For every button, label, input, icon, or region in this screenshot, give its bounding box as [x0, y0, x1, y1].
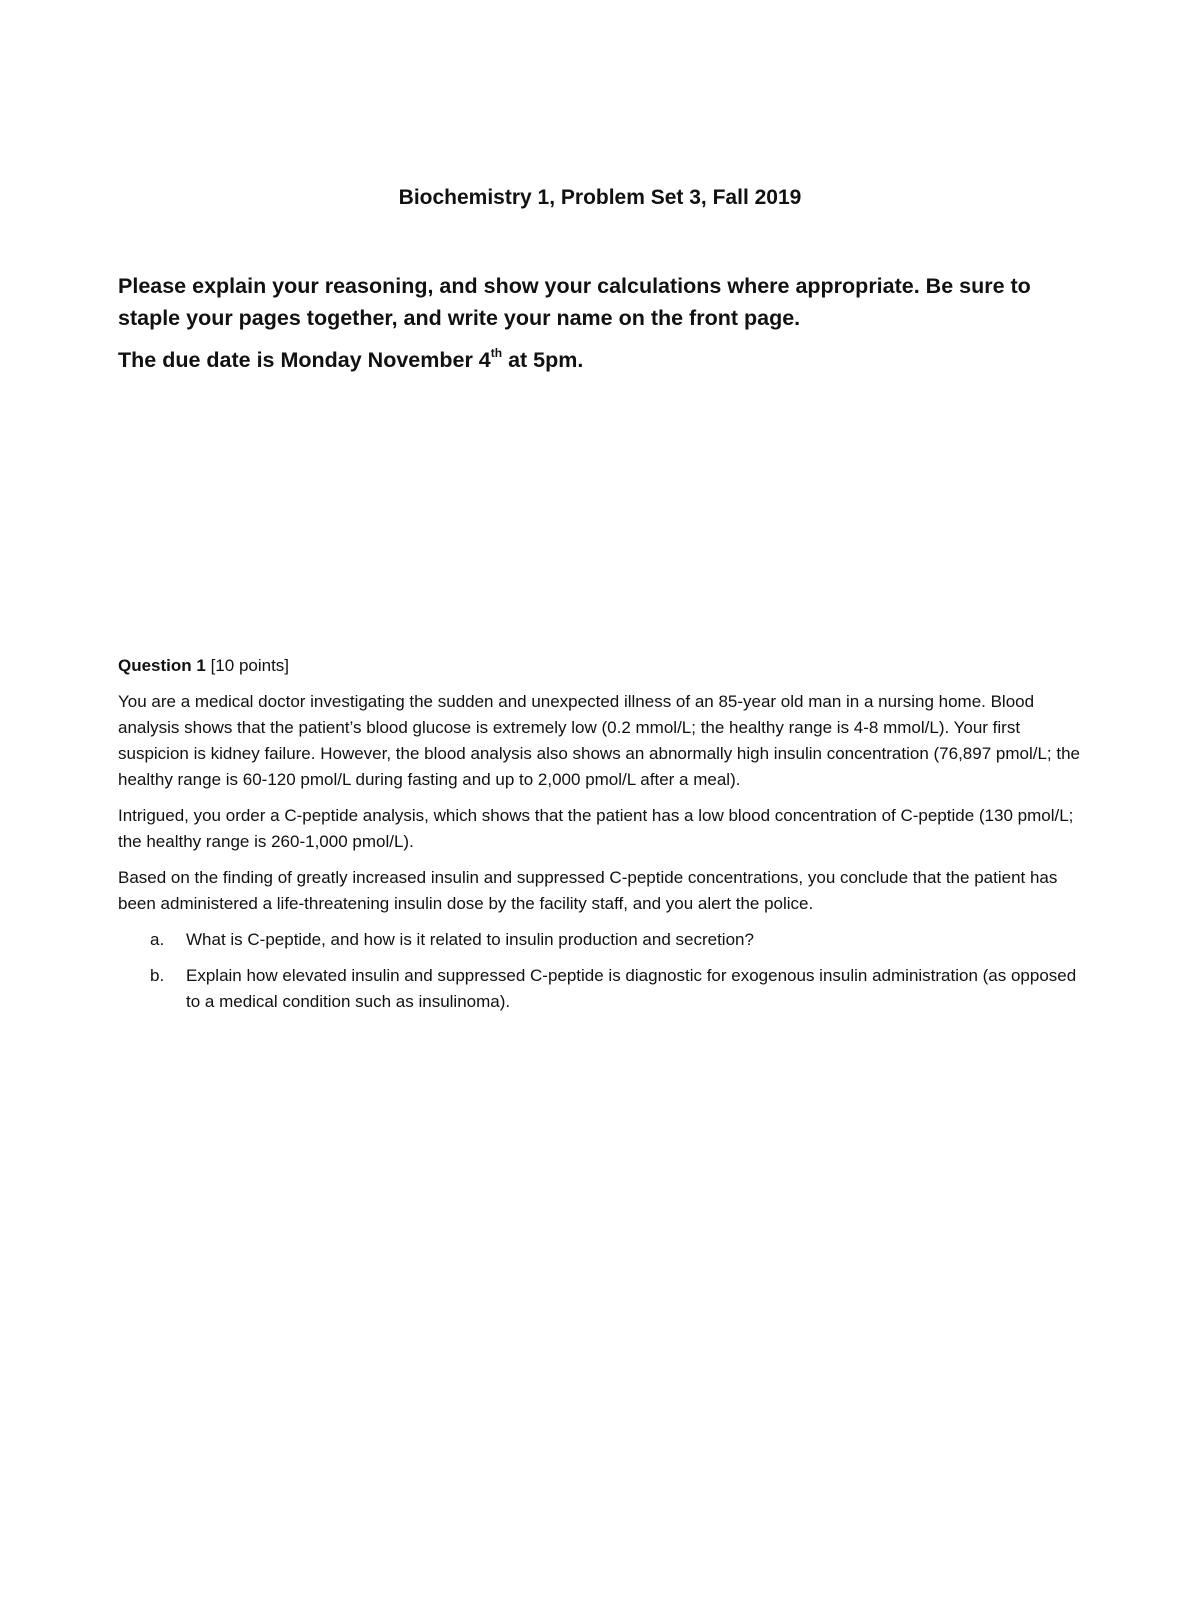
instructions-block	[118, 270, 1098, 386]
due-date-prefix: The due date is Monday November 4	[118, 348, 491, 372]
question-1	[118, 653, 1093, 1025]
due-date-suffix: at 5pm.	[502, 348, 584, 372]
question-paragraph: Based on the finding of greatly increased insulin and suppressed C-peptide concentrations, you conclude that the patient has been administered a life-threatening insulin dose by the facility staff, and you alert the police.	[118, 868, 1058, 913]
question-paragraph: Intrigued, you order a C-peptide analysis, which shows that the patient has a low blood concentration of C-peptide (130 pmol/L; the healthy range is 260-1,000 pmol/L).	[118, 806, 1074, 851]
list-item-marker: b.	[150, 966, 165, 985]
due-date-superscript: th	[490, 345, 503, 360]
list-item-text: What is C-peptide, and how is it related to insulin production and secretion?	[186, 930, 754, 949]
question-heading-label: Question 1	[118, 656, 206, 675]
list-item-text: Explain how elevated insulin and suppressed C-peptide is diagnostic for exogenous insulin administration (as opposed to a medical condition such as insulinoma).	[186, 966, 1077, 1011]
list-item	[118, 963, 1093, 1015]
instructions-text: Please explain your reasoning, and show your calculations where appropriate. Be sure to staple your pages together, and write your name on the front page.	[118, 274, 1031, 330]
question-heading	[118, 653, 1093, 679]
due-date-line	[118, 344, 1098, 376]
question-subparts	[118, 927, 1093, 1015]
document-title: Biochemistry 1, Problem Set 3, Fall 2019	[398, 186, 802, 209]
question-heading-points: [10 points]	[205, 656, 290, 675]
list-item	[118, 927, 1093, 953]
question-paragraph: You are a medical doctor investigating the sudden and unexpected illness of an 85-year old man in a nursing home. Blood analysis shows that the patient’s blood glucose is extremely low (0.2 mmol/L; the healthy range is 4-8 mmol/L). Your first suspicion is kidney failure. However, the blood analysis also shows an abnormally high insulin concentration (76,897 pmol/L; the healthy range is 60-120 pmol/L during fasting and up to 2,000 pmol/L after a meal).	[118, 692, 1080, 789]
list-item-marker: a.	[150, 930, 165, 949]
